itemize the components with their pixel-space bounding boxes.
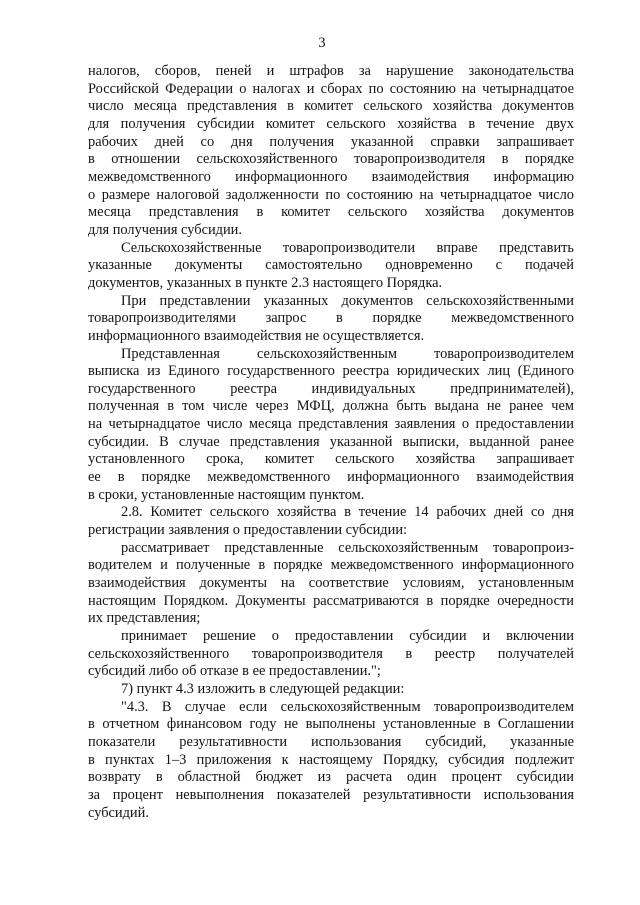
- paragraph-line: в сроки, установленные настоящим пунктом.: [88, 486, 365, 503]
- paragraph-tax-debt-request: [88, 63, 574, 240]
- paragraph-line: государственного реестра индивидуальных предпринимателей),: [88, 380, 574, 397]
- paragraph-line: для получения субсидии.: [88, 221, 242, 238]
- paragraph-line: в пунктах 1–3 приложения к настоящему Порядку, субсидия подлежит: [88, 751, 574, 768]
- paragraph-line: "4.3. В случае если сельскохозяйственным товаропроизводителем: [121, 698, 574, 715]
- paragraph-line: их представления;: [88, 610, 201, 627]
- document-body: [88, 63, 574, 822]
- paragraph-line: рабочих дней со дня получения указанной справки запрашивает: [88, 133, 574, 150]
- paragraph-line: указанные документы самостоятельно одновременно с подачей: [88, 257, 574, 274]
- paragraph-line: в отношении сельскохозяйственного товаропроизводителя в порядке: [88, 151, 574, 168]
- paragraph-line: регистрации заявления о предоставлении субсидии:: [88, 522, 408, 539]
- paragraph-line: 7) пункт 4.3 изложить в следующей редакции:: [121, 680, 405, 697]
- paragraph-no-interagency-request: [88, 293, 574, 346]
- paragraph-self-submission: [88, 240, 574, 293]
- paragraph-line: водителем и полученные в порядке межведомственного информационного: [88, 557, 574, 574]
- paragraph-line: возврату в областной бюджет из расчета один процент субсидии: [88, 769, 574, 786]
- paragraph-line: Сельскохозяйственные товаропроизводители вправе представить: [121, 239, 574, 256]
- paragraph-line: для получения субсидии комитет сельского хозяйства в течение двух: [88, 115, 574, 132]
- paragraph-line: на четырнадцатое число месяца представления заявления о предоставлении: [88, 416, 574, 433]
- paragraph-line: 2.8. Комитет сельского хозяйства в течение 14 рабочих дней со дня: [121, 504, 574, 521]
- paragraph-line: в отчетном финансовом году не выполнены установленные в Соглашении: [88, 716, 574, 733]
- paragraph-line: субсидий.: [88, 804, 149, 821]
- paragraph-line: установленного срока, комитет сельского хозяйства запрашивает: [88, 451, 574, 468]
- paragraph-line: информационного взаимодействия не осуществляется.: [88, 327, 425, 344]
- paragraph-line: субсидий либо об отказе в ее предоставлении.";: [88, 663, 381, 680]
- paragraph-line: налогов, сборов, пеней и штрафов за нарушение законодательства: [88, 63, 574, 79]
- paragraph-line: ее в порядке межведомственного информационного взаимодействия: [88, 469, 574, 486]
- paragraph-clause-4-3: [88, 699, 574, 823]
- paragraph-clause-2-8: [88, 504, 574, 539]
- paragraph-line: субсидии. В случае представления указанной выписки, выданной ранее: [88, 433, 574, 450]
- paragraph-line: настоящим Порядком. Документы рассматриваются в порядке очередности: [88, 592, 574, 609]
- paragraph-item-7: [88, 681, 574, 699]
- paragraph-line: за процент невыполнения показателей результативности использования: [88, 786, 574, 803]
- paragraph-line: полученная в том числе через МФЦ, должна быть выдана не ранее чем: [88, 398, 574, 415]
- paragraph-line: документов, указанных в пункте 2.3 настоящего Порядка.: [88, 274, 443, 291]
- paragraph-line: При представлении указанных документов сельскохозяйственными: [121, 292, 574, 309]
- paragraph-line: взаимодействия документы на соответствие условиям, установленным: [88, 575, 574, 592]
- paragraph-makes-decision: [88, 628, 574, 681]
- paragraph-line: принимает решение о предоставлении субсидии и включении: [121, 628, 574, 644]
- paragraph-line: Представленная сельскохозяйственным товаропроизводителем: [121, 345, 574, 362]
- paragraph-line: число месяца представления в комитет сельского хозяйства документов: [88, 98, 574, 115]
- paragraph-line: Российской Федерации о налогах и сборах по состоянию на четырнадцатое: [88, 80, 574, 97]
- paragraph-line: товаропроизводителями запрос в порядке межведомственного: [88, 310, 574, 327]
- paragraph-line: выписка из Единого государственного реестра юридических лиц (Единого: [88, 363, 574, 380]
- paragraph-line: рассматривает представленные сельскохозяйственным товаропроиз-: [121, 539, 574, 556]
- paragraph-reviews-documents: [88, 540, 574, 628]
- paragraph-line: межведомственного информационного взаимодействия информацию: [88, 168, 574, 185]
- page-number: 3: [318, 35, 326, 51]
- paragraph-line: о размере налоговой задолженности по состоянию на четырнадцатое число: [88, 186, 574, 203]
- paragraph-line: месяца представления в комитет сельского хозяйства документов: [88, 204, 574, 221]
- paragraph-line: сельскохозяйственного товаропроизводителя в реестр получателей: [88, 645, 574, 662]
- paragraph-line: показатели результативности использования субсидий, указанные: [88, 733, 574, 750]
- paragraph-registry-extract: [88, 346, 574, 505]
